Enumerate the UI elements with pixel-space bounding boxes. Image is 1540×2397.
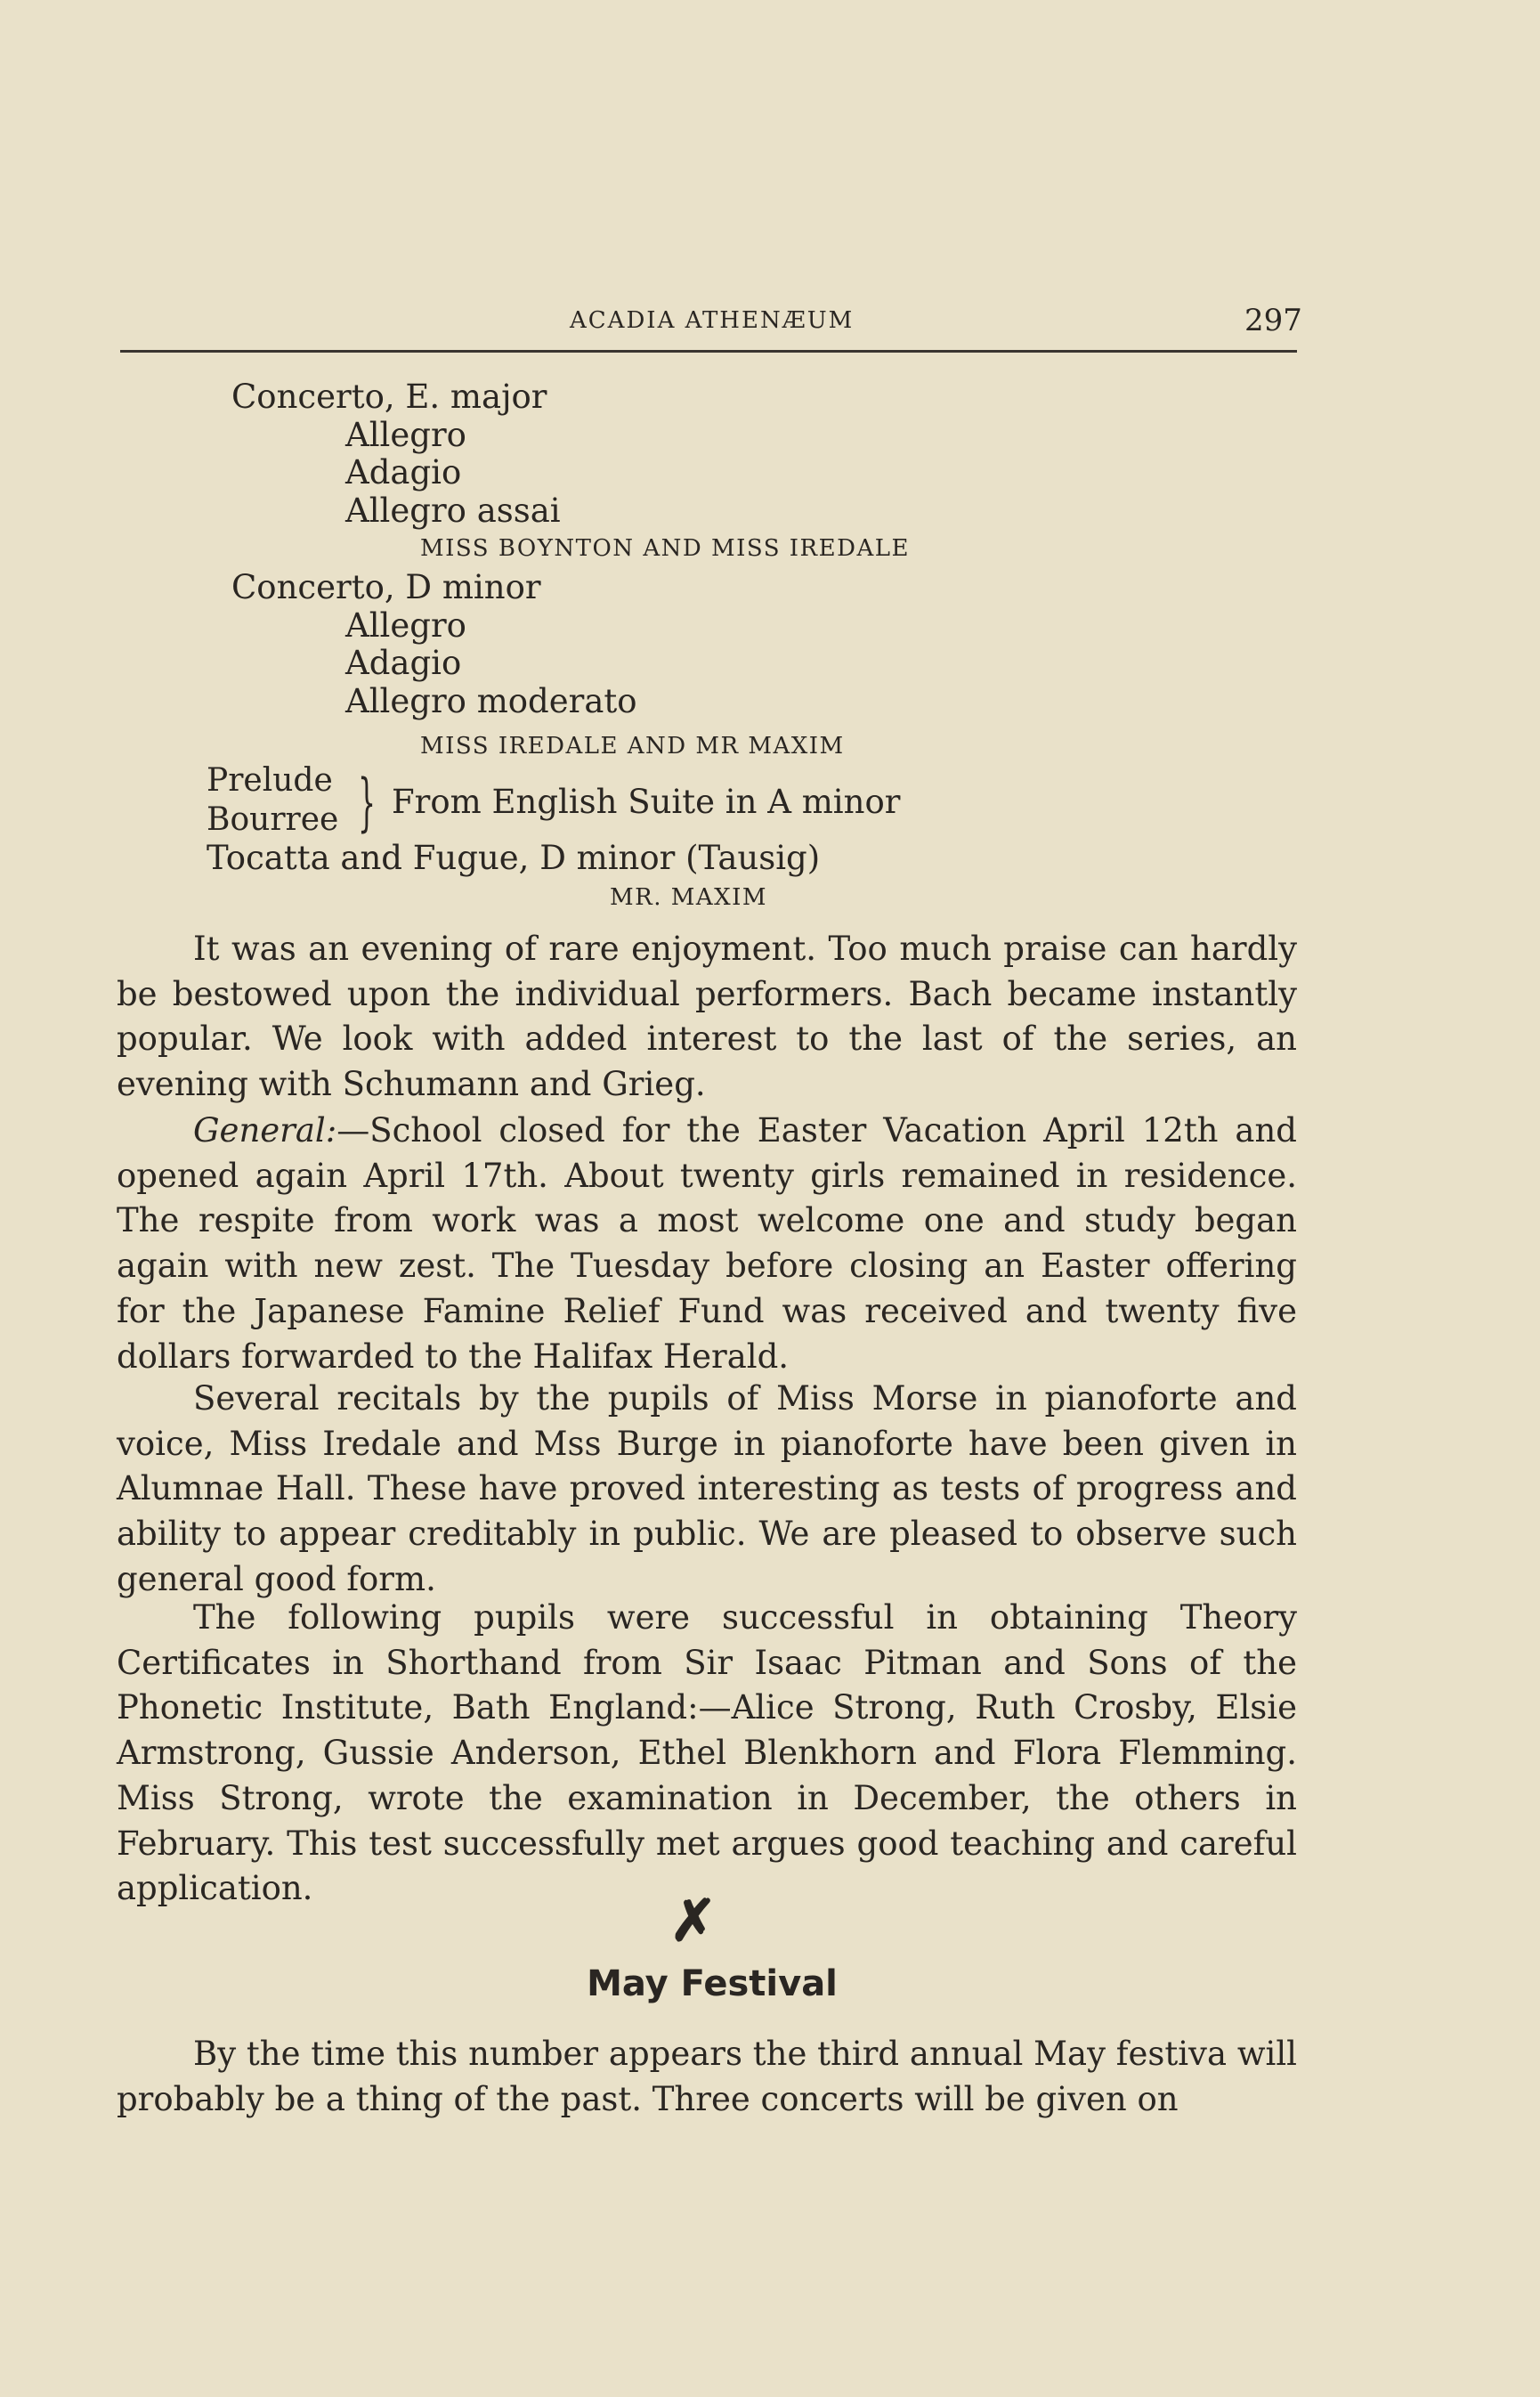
program-suite-label: From English Suite in A minor xyxy=(392,783,901,821)
brace-icon: } xyxy=(358,766,377,839)
program-movement: Adagio xyxy=(345,644,462,682)
program-performers: MISS IREDALE AND MR MAXIM xyxy=(420,733,845,760)
program-concerto-d: Concerto, D minor xyxy=(231,568,541,606)
paragraph-text: —School closed for the Easter Vacation April 12th and opened again April 17th. About twenty girls remained in residence. The respite from work was a most welcome one and study began again with new zest. The Tuesday before closing an Easter offering for the Japanese Famine Relief Fund was received and twenty five dollars forwarded to the Halifax Herald. xyxy=(117,1111,1297,1376)
body-paragraph xyxy=(117,1109,1297,1379)
program-tocatta: Tocatta and Fugue, D minor (Tausig) xyxy=(207,839,821,877)
header-rule xyxy=(120,350,1297,353)
ornament-icon: ✗ xyxy=(669,1888,717,1954)
program-movement: Allegro moderato xyxy=(345,682,637,720)
body-paragraph: By the time this number appears the third annual May festiva will probably be a thing of the past. Three concerts will be given on xyxy=(117,2035,1297,2118)
program-performers: MISS BOYNTON AND MISS IREDALE xyxy=(420,535,910,562)
body-paragraph: It was an evening of rare enjoyment. Too much praise can hardly be bestowed upon the individual performers. Bach became instantly popular. We look with added interest to the last of the series, an evening with Schumann and Grieg. xyxy=(117,930,1297,1104)
section-title: May Festival xyxy=(587,1963,838,2004)
program-suite-item: Prelude xyxy=(207,762,333,799)
page-number: 297 xyxy=(1244,303,1302,338)
program-movement: Adagio xyxy=(345,453,462,492)
body-paragraph: The following pupils were successful in obtaining Theory Certificates in Shorthand from Sir Isaac Pitman and Sons of the Phonetic Institute, Bath England:—Alice Strong, Ruth Crosby, Elsie Armstrong, Gussie Anderson, Ethel Blenkhorn and Flora Flemming. Miss Strong, wrote the examination in December, the others in February. This test successfully met argues good teaching and careful application. xyxy=(117,1598,1297,1908)
program-movement: Allegro xyxy=(345,606,466,645)
program-concerto-e: Concerto, E. major xyxy=(231,378,547,416)
program-suite-item: Bourree xyxy=(207,801,339,838)
running-header: ACADIA ATHENÆUM xyxy=(570,307,855,334)
section-label: General: xyxy=(193,1111,337,1150)
body-paragraph: Several recitals by the pupils of Miss Morse in pianoforte and voice, Miss Iredale and Mss Burge in pianoforte have been given in Alumnae Hall. These have proved interesting as tests of progress and ability to appear creditably in public. We are pleased to observe such general good form. xyxy=(117,1379,1297,1598)
program-performers: MR. MAXIM xyxy=(610,884,768,911)
program-movement: Allegro xyxy=(345,416,466,454)
program-movement: Allegro assai xyxy=(345,492,561,530)
